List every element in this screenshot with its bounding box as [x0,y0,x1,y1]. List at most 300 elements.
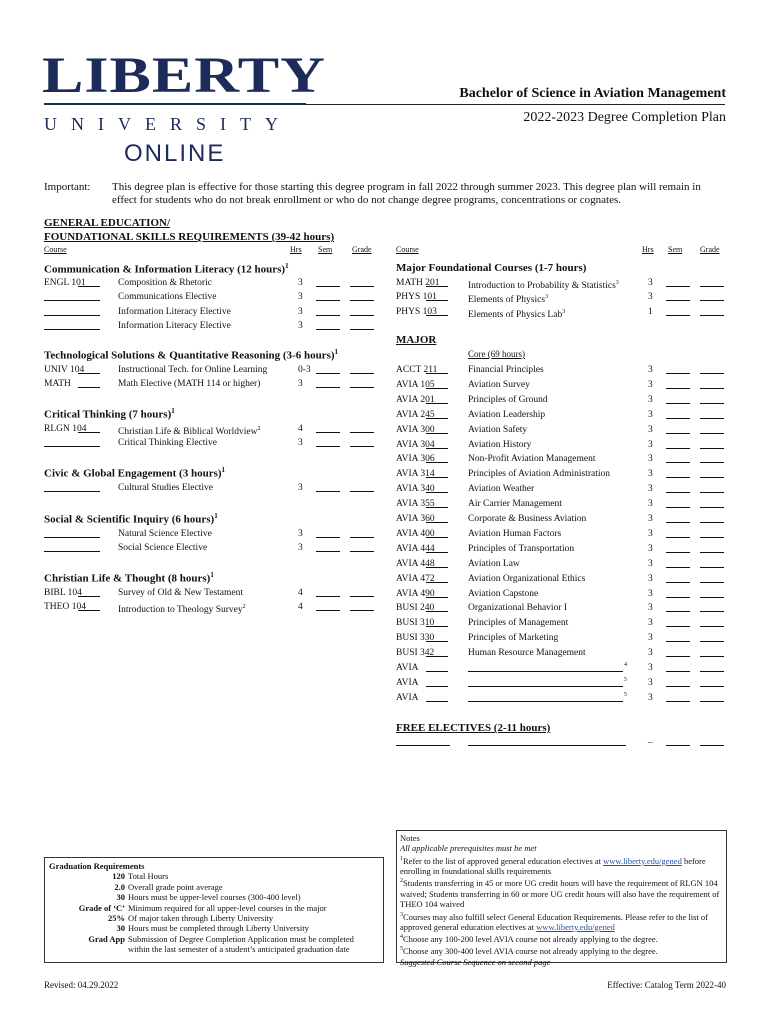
course-code-blank[interactable] [396,736,450,746]
course-name: Non-Profit Aviation Management [468,454,596,465]
semester-blank[interactable] [316,601,340,611]
grade-blank[interactable] [700,602,724,612]
semester-blank[interactable] [666,543,690,553]
grade-blank[interactable] [700,468,724,478]
semester-blank[interactable] [316,277,340,287]
course-name: Organizational Behavior I [468,603,568,614]
course-code: PHYS 103 [396,307,437,317]
course-row [44,528,384,540]
grad-req-key: 2.0 [114,881,125,892]
course-hrs: 3 [648,558,653,569]
course-row [396,528,736,540]
grade-blank[interactable] [350,528,374,538]
course-hrs: 3 [298,278,303,288]
free-electives-title: FREE ELECTIVES (2-11 hours) [396,722,551,734]
course-code: AVIA 314 [396,469,435,480]
grade-blank[interactable] [700,453,724,463]
footnote-mark: 3 [562,309,566,315]
semester-blank[interactable] [666,291,690,301]
grade-blank[interactable] [700,277,724,287]
grade-blank[interactable] [700,528,724,538]
semester-blank[interactable] [666,513,690,523]
grad-req-item [49,903,379,913]
course-code-blank[interactable] [44,306,100,316]
course-code-blank[interactable] [426,453,448,463]
important-text: This degree plan is effective for those starting this degree program in fall 2022 through summer 2023. This degree plan will remain in effect for students who do not break enrollment or who do not change degree programs, concentrations or cognates. [112,181,701,206]
course-name: Communications Elective [118,292,217,302]
course-code-blank[interactable] [426,277,448,287]
grade-blank[interactable] [700,306,724,316]
revised-date: Revised: 04.29.2022 [44,980,119,990]
col-course-right: Course [396,245,419,254]
document-title: Bachelor of Science in Aviation Management [459,86,726,101]
course-row [44,378,384,390]
course-code-blank[interactable] [44,542,100,552]
semester-blank[interactable] [666,439,690,449]
course-code: AVIA [396,677,419,688]
course-row [396,379,736,391]
course-code: BIBL 104 [44,588,82,598]
grade-blank[interactable] [700,692,724,702]
course-hrs: 3 [648,677,653,688]
grad-req-key [49,944,128,954]
course-code-blank[interactable] [426,602,448,612]
document-subtitle: 2022-2023 Degree Completion Plan [523,110,726,125]
course-code-blank[interactable] [426,528,448,538]
grade-blank[interactable] [700,647,724,657]
semester-blank[interactable] [316,364,340,374]
liberty-logo: LIBERTY [42,47,326,104]
semester-blank[interactable] [316,291,340,301]
grade-blank[interactable] [350,306,374,316]
col-hrs-left: Hrs [290,245,302,254]
course-code: RLGN 104 [44,424,87,434]
course-code: AVIA 306 [396,454,435,465]
semester-blank[interactable] [666,617,690,627]
gen-ed-title-line2: FOUNDATIONAL SKILLS REQUIREMENTS (39-42 hours) [44,231,335,243]
grad-req-key: Grade of ‘C’ [78,902,125,913]
course-code-blank[interactable] [78,587,100,597]
free-elective-row [396,736,736,748]
gened-link[interactable]: www.liberty.edu/gened [603,855,682,866]
course-row [44,542,384,554]
course-code-blank[interactable] [426,588,448,598]
logo-online: ONLINE [124,140,226,167]
section-title [44,262,289,276]
course-hrs: 3 [648,484,653,495]
col-hrs-right: Hrs [642,245,654,254]
course-code: AVIA 105 [396,379,435,390]
grade-blank[interactable] [700,394,724,404]
footnote-mark: 1 [214,512,218,520]
semester-blank[interactable] [666,662,690,672]
course-row [396,453,736,465]
semester-blank[interactable] [666,409,690,419]
course-code-blank[interactable] [426,364,448,374]
grade-blank[interactable] [350,277,374,287]
col-sem-left: Sem [318,245,333,254]
grade-blank[interactable] [350,482,374,492]
course-code-blank[interactable] [426,379,448,389]
grade-blank[interactable] [700,543,724,553]
course-name: Principles of Transportation [468,543,575,554]
course-row [396,662,736,674]
course-code-blank[interactable] [426,543,448,553]
course-code-blank[interactable] [426,692,448,702]
course-row [44,437,384,449]
course-row [396,513,736,525]
course-code-blank[interactable] [426,483,448,493]
course-hrs: 3 [648,648,653,659]
grade-blank[interactable] [700,291,724,301]
course-name: Corporate & Business Aviation [468,514,587,524]
course-code: BUSI 240 [396,603,435,614]
course-code-blank[interactable] [426,573,448,583]
semester-blank[interactable] [666,602,690,612]
section-title-text: Christian Life & Thought (8 hours) [44,572,211,585]
course-hrs: 3 [648,454,653,465]
semester-blank[interactable] [316,437,340,447]
course-hrs: 1 [648,307,653,317]
course-hrs: 3 [648,292,653,302]
grad-req-list [49,871,379,954]
course-row [44,306,384,318]
course-hrs: 3 [648,603,653,614]
grad-req-item [49,923,379,933]
course-row [396,558,736,570]
footnote-mark: 5 [624,676,627,683]
course-name: Information Literacy Elective [118,307,231,317]
semester-blank[interactable] [666,632,690,642]
semester-blank[interactable] [316,542,340,552]
semester-blank[interactable] [316,378,340,388]
course-code-blank[interactable] [426,424,448,434]
course-code: AVIA 490 [396,588,435,599]
grade-blank[interactable] [700,632,724,642]
course-row [396,632,736,644]
semester-blank[interactable] [666,468,690,478]
course-hrs: 3 [648,394,653,405]
course-hrs: 3 [648,365,653,375]
notes-prereq: All applicable prerequisites must be met [400,843,537,854]
course-code-blank[interactable] [426,439,448,449]
effective-term: Effective: Catalog Term 2022-40 [607,980,726,990]
course-code-blank[interactable] [78,601,100,611]
semester-blank[interactable] [666,306,690,316]
grade-blank[interactable] [350,423,374,433]
course-hrs: 3 [298,483,303,493]
grade-blank[interactable] [350,587,374,597]
grade-blank[interactable] [700,409,724,419]
course-row [396,602,736,614]
course-code: ACCT 211 [396,365,438,375]
notes-box [396,830,727,967]
course-code-blank[interactable] [426,394,448,404]
grad-req-value: Hours must be upper-level courses (300-400 level) [128,892,301,903]
grad-req-value: Hours must be completed through Liberty University [128,923,309,934]
course-code: MATH [44,379,71,389]
course-hrs: 3 [298,438,303,448]
course-row [396,364,736,376]
course-code-blank[interactable] [426,498,448,508]
course-name: Aviation Law [468,558,520,569]
grad-req-key: 120 [112,871,125,882]
course-name: Aviation Survey [468,379,530,390]
footnote-mark: 5 [624,691,627,698]
major-foundational-title: Major Foundational Courses (1-7 hours) [396,262,587,274]
grad-req-value: Overall grade point average [128,881,223,892]
course-code: THEO 104 [44,602,86,612]
course-hrs: 3 [298,529,303,539]
course-hrs: 3 [298,321,303,331]
course-code-blank[interactable] [426,617,448,627]
course-name: Information Literacy Elective [118,321,231,331]
course-name: Aviation Organizational Ethics [468,573,586,584]
footnote-mark: 1 [221,466,226,474]
course-code: AVIA 400 [396,528,435,539]
course-name: Instructional Tech. for Online Learning [118,365,268,375]
grade-blank[interactable] [700,573,724,583]
course-row [396,692,736,704]
course-code-blank[interactable] [426,291,448,301]
grad-req-item [49,892,379,902]
course-code: AVIA 340 [396,484,435,495]
course-code: AVIA 304 [396,439,435,450]
course-code-blank[interactable] [78,378,100,388]
course-row [396,647,736,659]
course-code-blank[interactable] [426,468,448,478]
semester-blank[interactable] [316,482,340,492]
course-code: AVIA 355 [396,499,435,510]
grade-blank[interactable] [350,542,374,552]
section-title [44,407,175,421]
grad-req-key: Grad App [88,933,125,944]
course-code: UNIV 104 [44,365,85,375]
course-code-blank[interactable] [44,291,100,301]
course-code-blank[interactable] [78,423,100,433]
section-title-text: Social & Scientific Inquiry (6 hours) [44,513,215,526]
grade-blank[interactable] [700,736,724,746]
semester-blank[interactable] [666,692,690,702]
course-name-blank[interactable] [468,736,626,746]
semester-blank[interactable] [666,498,690,508]
course-name: Principles of Aviation Administration [468,469,611,480]
course-code-blank[interactable] [44,320,100,330]
grade-blank[interactable] [350,601,374,611]
course-name: Financial Principles [468,365,544,375]
note-2: $^2$Students transferring in 45 or more UG credit hours will have the requirement of RLGN 104 waived; Students transferring in 60 or more UG credit hours will also have the requirement of THEO 104 waived [400,878,720,910]
course-row [44,277,384,289]
course-row [44,291,384,303]
semester-blank[interactable] [666,528,690,538]
grade-blank[interactable] [350,320,374,330]
grade-blank[interactable] [700,498,724,508]
note-5: $^5$Choose any 300-400 level AVIA course not already applying to the degree. [400,946,658,957]
course-hrs: 3 [648,379,653,390]
course-name: Natural Science Elective [118,529,212,539]
course-code-blank[interactable] [78,277,100,287]
grade-blank[interactable] [350,437,374,447]
course-row [396,588,736,600]
semester-blank[interactable] [666,483,690,493]
semester-blank[interactable] [666,277,690,287]
course-name: Composition & Rhetoric [118,278,212,288]
grade-blank[interactable] [350,378,374,388]
course-row [44,482,384,494]
course-hrs: 3 [648,409,653,420]
footnote-mark: 1 [171,407,175,415]
course-name: Aviation Capstone [468,588,539,599]
course-code-blank[interactable] [426,513,448,523]
course-name: Introduction to Theology Survey$^2$ [118,604,246,616]
course-name: Elements of Physics Lab$^3$ [468,309,566,321]
grad-req-key: 25% [108,913,125,924]
grade-blank[interactable] [700,588,724,598]
course-name: Elements of Physics$^3$ [468,294,549,306]
grad-req-item [49,913,379,923]
semester-blank[interactable] [666,573,690,583]
semester-blank[interactable] [316,587,340,597]
course-code-blank[interactable] [426,647,448,657]
course-hrs: 3 [298,307,303,317]
grade-blank[interactable] [700,483,724,493]
course-row [396,306,736,321]
course-name: Aviation Safety [468,424,528,435]
course-code: AVIA [396,663,419,673]
course-name: Introduction to Probability & Statistics$^3$ [468,280,619,292]
course-row [396,394,736,406]
course-row [396,573,736,585]
course-hrs: 4 [298,424,303,434]
grade-blank[interactable] [700,662,724,672]
grade-blank[interactable] [700,617,724,627]
course-row [44,364,384,376]
course-name: Aviation Leadership [468,409,546,420]
course-row [44,587,384,599]
course-row [44,320,384,332]
course-code: AVIA 448 [396,558,435,569]
grade-blank[interactable] [700,424,724,434]
course-code: AVIA 300 [396,424,435,435]
grad-req-key: 30 [116,923,125,934]
footnote-mark: 3 [615,280,619,286]
course-name: Cultural Studies Elective [118,483,213,493]
grade-blank[interactable] [700,379,724,389]
course-name-blank[interactable] [468,692,623,702]
course-hrs: 4 [298,588,303,598]
course-name: Principles of Ground [468,394,548,405]
note-3: $^3$Courses may also fulfill select General Education Requirements. Please refer to the list of approved general education electives at www.liberty.edu/gened [400,911,708,932]
semester-blank[interactable] [666,677,690,687]
grade-blank[interactable] [700,558,724,568]
important-label: Important: [44,181,91,193]
semester-blank[interactable] [666,558,690,568]
grade-blank[interactable] [700,677,724,687]
section-title [44,512,218,526]
semester-blank[interactable] [666,424,690,434]
course-name: Math Elective (MATH 114 or higher) [118,379,261,389]
grad-req-value: Total Hours [128,871,169,882]
course-name: Aviation Human Factors [468,528,562,539]
course-code-blank[interactable] [426,632,448,642]
grad-req-title: Graduation Requirements [49,861,145,871]
course-row [396,468,736,480]
gened-link-2[interactable]: www.liberty.edu/gened [536,921,615,932]
course-code: AVIA 444 [396,543,435,554]
section-title-text: Critical Thinking (7 hours) [44,408,172,421]
course-row [44,601,384,616]
grade-blank[interactable] [700,513,724,523]
course-code-blank[interactable] [426,677,448,687]
footnote-mark: 1 [285,262,289,270]
semester-blank[interactable] [316,423,340,433]
section-title [44,571,214,585]
semester-blank[interactable] [666,647,690,657]
course-row [396,277,736,292]
course-code: BUSI 310 [396,618,435,629]
course-code-blank[interactable] [44,528,100,538]
grade-blank[interactable] [700,439,724,449]
course-row [396,617,736,629]
section-title [44,466,225,480]
footnote-mark: 4 [624,662,627,668]
course-code-blank[interactable] [426,558,448,568]
course-code-blank[interactable] [44,437,100,447]
grade-blank[interactable] [350,291,374,301]
course-code-blank[interactable] [426,662,448,672]
semester-blank[interactable] [316,528,340,538]
course-code-blank[interactable] [78,364,100,374]
grade-blank[interactable] [700,364,724,374]
grad-req-item [49,934,379,944]
course-code-blank[interactable] [426,306,448,316]
course-name-blank[interactable] [468,677,623,687]
major-title: MAJOR [396,334,437,346]
course-name-blank[interactable] [468,662,623,672]
course-hrs: 0-3 [298,365,311,375]
course-name: Aviation History [468,439,532,450]
grad-req-value: within the last semester of a student’s anticipated graduation date [128,944,350,955]
footnote-mark: 3 [545,294,549,300]
grad-req-item [49,882,379,892]
course-hrs: 4 [298,602,303,612]
semester-blank[interactable] [666,364,690,374]
course-row [396,409,736,421]
course-row [396,677,736,689]
semester-blank[interactable] [666,736,690,746]
course-code: BUSI 330 [396,633,435,644]
course-hrs: 3 [648,528,653,539]
course-hrs: 3 [648,514,653,524]
semester-blank[interactable] [316,306,340,316]
semester-blank[interactable] [666,453,690,463]
notes-suggested: Suggested Course Sequence on second page [400,956,551,967]
course-hrs: _ [648,735,653,745]
course-code: AVIA 360 [396,514,435,524]
grade-blank[interactable] [350,364,374,374]
semester-blank[interactable] [666,379,690,389]
semester-blank[interactable] [666,394,690,404]
notes-title: Notes [400,833,420,843]
semester-blank[interactable] [316,320,340,330]
course-code-blank[interactable] [426,409,448,419]
course-hrs: 3 [298,379,303,389]
semester-blank[interactable] [666,588,690,598]
course-hrs: 3 [648,469,653,480]
grad-req-value: Of major taken through Liberty University [128,913,274,924]
course-hrs: 3 [648,588,653,599]
course-code-blank[interactable] [44,482,100,492]
